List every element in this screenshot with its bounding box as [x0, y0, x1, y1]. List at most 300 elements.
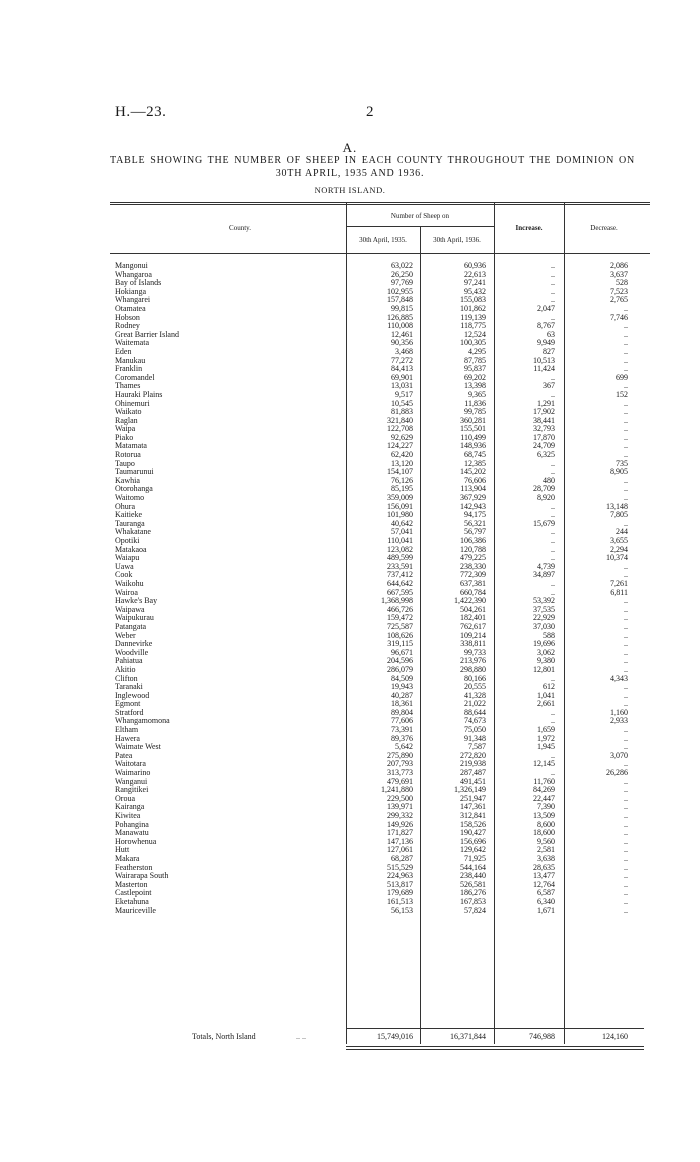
county-cell: Rodney — [115, 321, 140, 331]
sheep-1935-cell: 229,500 — [387, 793, 413, 803]
county-cell: Eden — [115, 346, 132, 356]
increase-cell: 8,767 — [537, 321, 555, 331]
sheep-1936-cell: 106,386 — [460, 536, 486, 545]
increase-cell: .. — [551, 750, 555, 760]
increase-cell: 24,709 — [533, 441, 555, 451]
increase-cell: 6,325 — [537, 450, 555, 460]
table-row — [0, 400, 700, 409]
increase-cell: 12,764 — [533, 879, 555, 889]
county-cell: Akitio — [115, 664, 136, 674]
sheep-1936-cell: 504,261 — [460, 604, 486, 614]
sheep-1935-cell: 3,468 — [395, 346, 413, 356]
sheep-1936-cell: 491,451 — [460, 776, 486, 786]
increase-cell: 11,424 — [533, 364, 555, 374]
increase-cell: .. — [551, 278, 555, 288]
sheep-1935-cell: 92,629 — [391, 432, 413, 442]
decrease-cell: .. — [624, 811, 628, 820]
sheep-1935-cell: 12,461 — [391, 329, 413, 339]
table-row — [0, 537, 700, 546]
county-cell: Stratford — [115, 707, 144, 717]
increase-cell: 17,870 — [533, 432, 555, 442]
increase-cell: .. — [551, 553, 555, 563]
sheep-1935-cell: 77,606 — [391, 716, 413, 726]
table-row — [0, 296, 700, 305]
county-cell: Ohura — [115, 501, 135, 511]
sheep-1935-cell: 139,971 — [387, 802, 413, 812]
increase-cell: .. — [551, 673, 555, 683]
table-row — [0, 417, 700, 426]
decrease-cell: .. — [624, 518, 628, 528]
table-row — [0, 692, 700, 701]
sheep-1935-cell: 99,815 — [391, 303, 413, 313]
sheep-1936-cell: 526,581 — [460, 879, 486, 889]
sheep-1936-cell: 88,644 — [464, 707, 486, 717]
table-row — [0, 889, 700, 898]
increase-cell: 9,949 — [537, 338, 555, 348]
decrease-cell: .. — [624, 613, 628, 623]
totals-decrease: 124,160 — [602, 1032, 628, 1041]
sheep-1936-cell: 87,785 — [464, 355, 486, 365]
increase-cell: .. — [551, 510, 555, 520]
sheep-1936-cell: 21,022 — [464, 699, 486, 709]
table-row — [0, 520, 700, 529]
sheep-1936-cell: 80,166 — [464, 673, 486, 683]
sheep-1935-cell: 644,642 — [387, 578, 413, 588]
increase-cell: 367 — [543, 381, 555, 391]
county-cell: Waimate West — [115, 742, 161, 752]
sheep-1935-cell: 275,890 — [387, 750, 413, 760]
county-cell: Clifton — [115, 673, 138, 683]
county-cell: Waitomo — [115, 493, 145, 503]
county-cell: Waitemata — [115, 338, 150, 348]
county-cell: Eltham — [115, 725, 139, 735]
decrease-cell: .. — [624, 570, 628, 580]
table-row — [0, 726, 700, 735]
sheep-1936-cell: 479,225 — [460, 553, 486, 563]
county-cell: Waikato — [115, 407, 142, 417]
decrease-cell: .. — [624, 364, 628, 374]
sheep-1935-cell: 157,848 — [387, 295, 413, 305]
increase-cell: 12,145 — [533, 759, 555, 769]
county-cell: Featherston — [115, 862, 153, 872]
decrease-cell: .. — [624, 329, 628, 339]
increase-cell: 9,560 — [537, 836, 555, 846]
sheep-1936-cell: 57,824 — [464, 905, 486, 915]
sheep-1935-cell: 171,827 — [387, 828, 413, 838]
table-row — [0, 675, 700, 684]
sheep-1935-cell: 359,009 — [387, 493, 413, 503]
decrease-cell: .. — [624, 596, 628, 606]
decrease-header: Decrease. — [590, 224, 618, 232]
sheep-1935-cell: 62,420 — [391, 450, 413, 460]
decrease-cell: 3,655 — [610, 536, 628, 545]
decrease-cell: .. — [624, 424, 628, 434]
decrease-cell: .. — [624, 802, 628, 812]
decrease-cell: .. — [624, 604, 628, 614]
y1936-header: 30th April, 1936. — [433, 236, 481, 244]
table-row — [0, 546, 700, 555]
county-cell: Otorohanga — [115, 484, 153, 494]
county-cell: Taupo — [115, 458, 135, 468]
sheep-1935-cell: 179,689 — [387, 888, 413, 898]
decrease-cell: 13,148 — [606, 501, 628, 511]
sheep-1936-cell: 22,613 — [464, 269, 486, 279]
county-cell: Taumarunui — [115, 467, 154, 477]
sheep-1935-cell: 9,517 — [395, 389, 413, 399]
decrease-cell: 152 — [616, 389, 628, 399]
county-cell: Woodville — [115, 647, 149, 657]
table-row — [0, 408, 700, 417]
sheep-1936-cell: 219,938 — [460, 759, 486, 769]
county-cell: Inglewood — [115, 690, 150, 700]
totals-label: Totals, North Island — [192, 1032, 256, 1041]
increase-cell: .. — [551, 312, 555, 322]
decrease-cell: .. — [624, 836, 628, 846]
sheep-1936-cell: 213,976 — [460, 656, 486, 666]
decrease-cell: 2,765 — [610, 295, 628, 305]
decrease-cell: .. — [624, 381, 628, 391]
decrease-cell: .. — [624, 862, 628, 872]
decrease-cell: .. — [624, 682, 628, 692]
decrease-cell: .. — [624, 845, 628, 855]
sheep-1936-cell: 71,925 — [464, 853, 486, 863]
county-cell: Wanganui — [115, 776, 148, 786]
county-cell: Mangonui — [115, 261, 148, 270]
table-body — [0, 262, 700, 915]
county-cell: Franklin — [115, 364, 143, 374]
sheep-1935-cell: 10,545 — [391, 398, 413, 408]
decrease-cell: .. — [624, 355, 628, 365]
sheep-1935-cell: 299,332 — [387, 811, 413, 820]
table-row — [0, 846, 700, 855]
sheep-1936-cell: 9,365 — [468, 389, 486, 399]
table-row — [0, 872, 700, 881]
sheep-1935-cell: 57,041 — [391, 527, 413, 537]
table-row — [0, 503, 700, 512]
increase-cell: 3,062 — [537, 647, 555, 657]
increase-cell: 480 — [543, 475, 555, 485]
increase-cell: 827 — [543, 346, 555, 356]
totals-row — [0, 1032, 700, 1044]
table-row — [0, 769, 700, 778]
sheep-1936-cell: 120,788 — [460, 544, 486, 554]
table-row — [0, 279, 700, 288]
increase-cell: 11,760 — [533, 776, 555, 786]
county-cell: Oroua — [115, 793, 135, 803]
decrease-cell: 2,086 — [610, 261, 628, 270]
decrease-cell: .. — [624, 346, 628, 356]
decrease-cell: 3,637 — [610, 269, 628, 279]
sheep-1936-cell: 60,936 — [464, 261, 486, 270]
table-row — [0, 322, 700, 331]
county-header: County. — [229, 224, 251, 232]
sheep-1936-cell: 68,745 — [464, 450, 486, 460]
sheep-1936-cell: 56,797 — [464, 527, 486, 537]
sheep-1936-cell: 762,617 — [460, 621, 486, 631]
decrease-cell: .. — [624, 871, 628, 881]
sheep-1935-cell: 63,022 — [391, 261, 413, 270]
decrease-cell: .. — [624, 793, 628, 803]
decrease-cell: .. — [624, 630, 628, 640]
county-cell: Hutt — [115, 845, 130, 855]
table-row — [0, 786, 700, 795]
increase-cell: 12,801 — [533, 664, 555, 674]
table-row — [0, 434, 700, 443]
county-cell: Pahiatua — [115, 656, 143, 666]
increase-cell: 38,441 — [533, 415, 555, 425]
county-cell: Ohinemuri — [115, 398, 150, 408]
decrease-cell: 7,261 — [610, 578, 628, 588]
sheep-1936-cell: 91,348 — [464, 733, 486, 743]
decrease-cell: .. — [624, 647, 628, 657]
county-cell: Pohangina — [115, 819, 149, 829]
decrease-cell: .. — [624, 742, 628, 752]
increase-cell: 53,392 — [533, 596, 555, 606]
sheep-1935-cell: 466,726 — [387, 604, 413, 614]
sheep-1935-cell: 147,136 — [387, 836, 413, 846]
decrease-cell: .. — [624, 879, 628, 889]
sheep-1935-cell: 515,529 — [387, 862, 413, 872]
county-cell: Opotiki — [115, 536, 140, 545]
sheep-1936-cell: 148,936 — [460, 441, 486, 451]
decrease-cell: .. — [624, 450, 628, 460]
totals-increase: 746,988 — [529, 1032, 555, 1041]
header-top-rule — [110, 202, 650, 203]
sheep-1935-cell: 479,691 — [387, 776, 413, 786]
increase-cell: .. — [551, 527, 555, 537]
county-cell: Hokianga — [115, 286, 147, 296]
increase-cell: 2,661 — [537, 699, 555, 709]
sheep-1935-cell: 77,272 — [391, 355, 413, 365]
sheep-1935-cell: 5,642 — [395, 742, 413, 752]
sheep-1935-cell: 76,126 — [391, 475, 413, 485]
sheep-1936-cell: 7,587 — [468, 742, 486, 752]
sheep-1936-cell: 101,862 — [460, 303, 486, 313]
increase-cell: 37,030 — [533, 621, 555, 631]
table-row — [0, 907, 700, 916]
sheep-1935-cell: 667,595 — [387, 587, 413, 597]
sheep-1936-cell: 13,398 — [464, 381, 486, 391]
increase-cell: .. — [551, 389, 555, 399]
sheep-1936-cell: 142,943 — [460, 501, 486, 511]
decrease-cell: .. — [624, 415, 628, 425]
increase-cell: .. — [551, 295, 555, 305]
sheep-1936-cell: 4,295 — [468, 346, 486, 356]
county-cell: Piako — [115, 432, 134, 442]
decrease-cell: 528 — [616, 278, 628, 288]
table-row — [0, 666, 700, 675]
sheep-1935-cell: 84,509 — [391, 673, 413, 683]
table-row — [0, 442, 700, 451]
table-row — [0, 614, 700, 623]
sheep-1936-cell: 113,904 — [460, 484, 486, 494]
sheep-1935-cell: 233,591 — [387, 561, 413, 571]
increase-cell: 6,340 — [537, 896, 555, 906]
sheep-1936-cell: 1,422,390 — [454, 596, 486, 606]
table-row — [0, 898, 700, 907]
county-cell: Matakaoa — [115, 544, 147, 554]
decrease-cell: 10,374 — [606, 553, 628, 563]
sheep-1935-cell: 127,061 — [387, 845, 413, 855]
decrease-cell: .. — [624, 561, 628, 571]
increase-header: Increase. — [515, 224, 543, 232]
sheep-1935-cell: 149,926 — [387, 819, 413, 829]
sheep-1936-cell: 11,836 — [464, 398, 486, 408]
sheep-1936-cell: 186,276 — [460, 888, 486, 898]
sheep-1936-cell: 100,305 — [460, 338, 486, 348]
county-cell: Kaitieke — [115, 510, 143, 520]
table-row — [0, 709, 700, 718]
decrease-cell: 8,905 — [610, 467, 628, 477]
increase-cell: .. — [551, 269, 555, 279]
decrease-cell: .. — [624, 699, 628, 709]
county-cell: Patea — [115, 750, 133, 760]
county-cell: Makara — [115, 853, 140, 863]
increase-cell: .. — [551, 501, 555, 511]
county-cell: Masterton — [115, 879, 148, 889]
sheep-1936-cell: 182,401 — [460, 613, 486, 623]
table-row — [0, 391, 700, 400]
table-row — [0, 331, 700, 340]
sheep-1936-cell: 251,947 — [460, 793, 486, 803]
totals-top-rule — [346, 1028, 644, 1029]
increase-cell: 1,671 — [537, 905, 555, 915]
table-row — [0, 348, 700, 357]
sheep-1936-cell: 367,929 — [460, 493, 486, 503]
decrease-cell: .. — [624, 725, 628, 735]
sheep-1935-cell: 90,356 — [391, 338, 413, 348]
decrease-cell: 26,286 — [606, 768, 628, 778]
sheep-1936-cell: 12,524 — [464, 329, 486, 339]
decrease-cell: .. — [624, 493, 628, 503]
table-row — [0, 855, 700, 864]
table-row — [0, 657, 700, 666]
sheep-1935-cell: 101,980 — [387, 510, 413, 520]
increase-cell: 22,447 — [533, 793, 555, 803]
page-number: 2 — [366, 104, 374, 120]
sheep-1935-cell: 224,963 — [387, 871, 413, 881]
county-cell: Manawatu — [115, 828, 149, 838]
totals-1936: 16,371,844 — [450, 1032, 486, 1041]
county-cell: Waimarino — [115, 768, 151, 778]
decrease-cell: .. — [624, 484, 628, 494]
table-row — [0, 821, 700, 830]
table-title-line2: 30TH APRIL, 1935 AND 1936. — [275, 168, 425, 179]
sheep-1936-cell: 99,733 — [464, 647, 486, 657]
county-cell: Matamata — [115, 441, 147, 451]
sheep-1936-cell: 76,606 — [464, 475, 486, 485]
county-cell: Waipawa — [115, 604, 145, 614]
sheep-1935-cell: 122,708 — [387, 424, 413, 434]
increase-cell: 28,709 — [533, 484, 555, 494]
sheep-1935-cell: 40,642 — [391, 518, 413, 528]
increase-cell: .. — [551, 707, 555, 717]
county-cell: Whangamomona — [115, 716, 170, 726]
sheep-1935-cell: 159,472 — [387, 613, 413, 623]
table-row — [0, 778, 700, 787]
sheep-1936-cell: 1,326,149 — [454, 785, 486, 795]
decrease-cell: .. — [624, 664, 628, 674]
increase-cell: 18,600 — [533, 828, 555, 838]
sheep-1935-cell: 156,091 — [387, 501, 413, 511]
county-cell: Whakatane — [115, 527, 151, 537]
increase-cell: .. — [551, 578, 555, 588]
table-row — [0, 829, 700, 838]
decrease-cell: 3,070 — [610, 750, 628, 760]
decrease-cell: .. — [624, 828, 628, 838]
sheep-1936-cell: 74,673 — [464, 716, 486, 726]
increase-cell: 2,047 — [537, 303, 555, 313]
table-row — [0, 511, 700, 520]
county-cell: Cook — [115, 570, 133, 580]
sheep-1936-cell: 147,361 — [460, 802, 486, 812]
increase-cell: 63 — [547, 329, 555, 339]
increase-cell: 1,659 — [537, 725, 555, 735]
increase-cell: .. — [551, 536, 555, 545]
decrease-cell: 4,343 — [610, 673, 628, 683]
table-row — [0, 485, 700, 494]
sheep-1935-cell: 110,008 — [387, 321, 413, 331]
county-cell: Kiwitea — [115, 811, 141, 820]
table-row — [0, 589, 700, 598]
decrease-cell: .. — [624, 785, 628, 795]
county-cell: Tauranga — [115, 518, 145, 528]
sheep-1936-cell: 167,853 — [460, 896, 486, 906]
sheep-1935-cell: 313,773 — [387, 768, 413, 778]
increase-cell: 4,739 — [537, 561, 555, 571]
table-row — [0, 683, 700, 692]
sheep-1936-cell: 69,202 — [464, 372, 486, 382]
decrease-cell: .. — [624, 759, 628, 769]
sheep-1935-cell: 513,817 — [387, 879, 413, 889]
decrease-cell: .. — [624, 853, 628, 863]
table-row — [0, 700, 700, 709]
sheep-1935-cell: 154,107 — [387, 467, 413, 477]
sheep-1936-cell: 312,841 — [460, 811, 486, 820]
sheep-1935-cell: 110,041 — [387, 536, 413, 545]
decrease-cell: .. — [624, 338, 628, 348]
sheep-1936-cell: 156,696 — [460, 836, 486, 846]
table-row — [0, 528, 700, 537]
decrease-cell: .. — [624, 321, 628, 331]
sheep-1935-cell: 123,082 — [387, 544, 413, 554]
decrease-cell: .. — [624, 398, 628, 408]
decrease-cell: 1,160 — [610, 707, 628, 717]
table-row — [0, 752, 700, 761]
decrease-cell: .. — [624, 776, 628, 786]
sheep-1935-cell: 126,885 — [387, 312, 413, 322]
decrease-cell: .. — [624, 407, 628, 417]
table-row — [0, 451, 700, 460]
decrease-cell: 7,746 — [610, 312, 628, 322]
decrease-cell: .. — [624, 639, 628, 649]
county-cell: Whangarei — [115, 295, 151, 305]
table-row — [0, 357, 700, 366]
table-row — [0, 468, 700, 477]
county-cell: Hauraki Plains — [115, 389, 163, 399]
sheep-1936-cell: 119,139 — [460, 312, 486, 322]
table-row — [0, 640, 700, 649]
table-row — [0, 374, 700, 383]
sheep-1935-cell: 13,120 — [391, 458, 413, 468]
sheep-1936-cell: 158,526 — [460, 819, 486, 829]
county-cell: Waikohu — [115, 578, 144, 588]
group-underline — [346, 226, 494, 227]
decrease-cell: 2,294 — [610, 544, 628, 554]
county-cell: Hawke's Bay — [115, 596, 158, 606]
increase-cell: 13,509 — [533, 811, 555, 820]
totals-dots: .. .. — [296, 1032, 306, 1041]
